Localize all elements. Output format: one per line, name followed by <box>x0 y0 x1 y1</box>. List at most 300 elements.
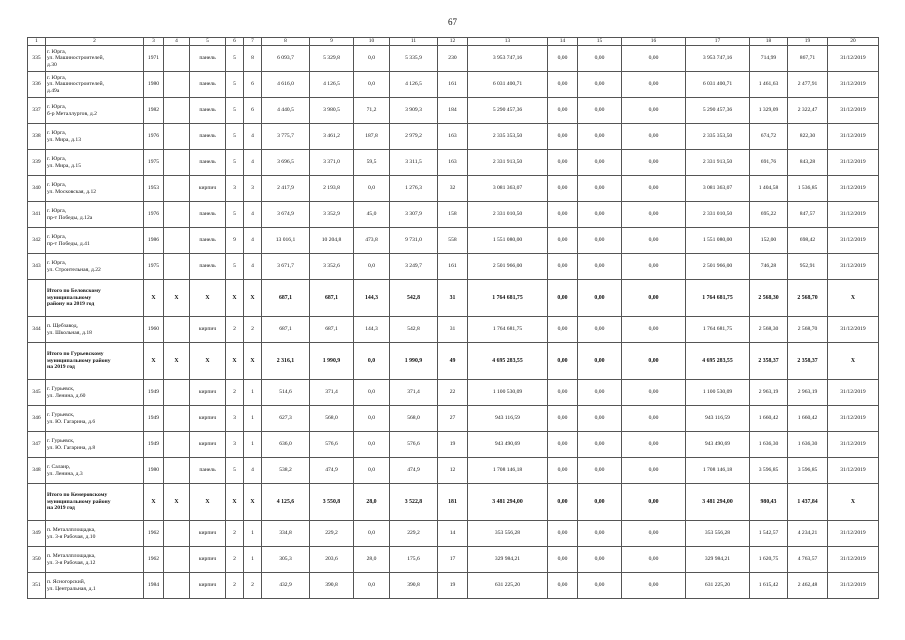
table-cell: 163 <box>438 124 468 150</box>
address-cell: г. Салаир, ул. Ленина, д.3 <box>46 458 144 484</box>
table-cell: 31/12/2019 <box>828 547 879 573</box>
table-cell: 3 596,85 <box>750 458 788 484</box>
table-cell: 3 909,3 <box>390 98 438 124</box>
table-cell: 558 <box>438 228 468 254</box>
table-cell: 0,00 <box>622 98 686 124</box>
table-cell: 0,00 <box>548 458 578 484</box>
table-cell: 2 568,70 <box>788 280 828 317</box>
table-cell: 1 636,30 <box>788 432 828 458</box>
address-cell: Итого по Гурьевскому муниципальному району на 2019 год <box>46 343 144 380</box>
table-cell: X <box>828 484 879 521</box>
table-cell: 5 <box>226 72 244 98</box>
table-cell: 980,43 <box>750 484 788 521</box>
table-cell: 5 <box>226 46 244 72</box>
table-cell <box>164 432 190 458</box>
table-cell: 339 <box>28 150 46 176</box>
table-cell: 542,8 <box>390 317 438 343</box>
table-cell: 0,00 <box>622 202 686 228</box>
table-cell: панель <box>190 228 226 254</box>
table-cell: 346 <box>28 406 46 432</box>
table-cell: 31/12/2019 <box>828 254 879 280</box>
table-cell: 1 551 080,00 <box>468 228 548 254</box>
table-cell: 0,0 <box>354 432 390 458</box>
table-cell: 1 276,3 <box>390 176 438 202</box>
column-number-cell: 4 <box>164 38 190 46</box>
table-cell: 345 <box>28 380 46 406</box>
address-cell: г. Юрга, ул. Московская, д.12 <box>46 176 144 202</box>
table-cell: 6 <box>244 98 262 124</box>
table-cell <box>164 98 190 124</box>
table-cell: 349 <box>28 521 46 547</box>
table-cell: 305,3 <box>262 547 310 573</box>
table-cell: 0,00 <box>578 484 622 521</box>
table-cell: 0,00 <box>548 343 578 380</box>
table-cell: 0,0 <box>354 46 390 72</box>
table-cell: 0,00 <box>548 280 578 317</box>
subtotal-row <box>28 343 879 380</box>
table-cell: 0,00 <box>548 176 578 202</box>
table-cell: 390,8 <box>390 573 438 599</box>
table-cell: 31/12/2019 <box>828 176 879 202</box>
column-number-cell: 9 <box>310 38 354 46</box>
table-cell: 0,00 <box>548 46 578 72</box>
table-cell: 4 616,0 <box>262 72 310 98</box>
table-cell: 5 <box>226 458 244 484</box>
table-cell: 3 674,9 <box>262 202 310 228</box>
table-cell: 2 979,2 <box>390 124 438 150</box>
table-cell: 4 125,6 <box>262 484 310 521</box>
table-cell: 390,8 <box>310 573 354 599</box>
table-cell: 152,00 <box>750 228 788 254</box>
table-cell: 181 <box>438 484 468 521</box>
table-cell: 2 501 966,00 <box>686 254 750 280</box>
table-cell: 1 551 080,00 <box>686 228 750 254</box>
table-cell: панель <box>190 202 226 228</box>
table-cell: 0,00 <box>578 406 622 432</box>
table-cell: X <box>828 343 879 380</box>
table-cell: 0,00 <box>578 573 622 599</box>
table-cell: 1 536,85 <box>788 176 828 202</box>
table-row <box>28 72 879 98</box>
table-cell: X <box>226 484 244 521</box>
table-cell: 691,76 <box>750 150 788 176</box>
table-cell: 0,00 <box>548 521 578 547</box>
table-cell: 0,00 <box>548 484 578 521</box>
table-cell: кирпич <box>190 317 226 343</box>
table-cell: 1949 <box>144 432 164 458</box>
table-cell: 3 081 363,07 <box>686 176 750 202</box>
table-cell: 342 <box>28 228 46 254</box>
table-cell: кирпич <box>190 521 226 547</box>
table-cell: 0,00 <box>548 432 578 458</box>
table-cell: 1 <box>244 406 262 432</box>
table-cell: X <box>144 280 164 317</box>
table-cell: 952,91 <box>788 254 828 280</box>
table-cell: 1 764 681,75 <box>468 317 548 343</box>
table-cell: 1 708 146,18 <box>468 458 548 484</box>
address-cell: г. Юрга, б-р Металлургов, д.2 <box>46 98 144 124</box>
table-cell: 2 417,9 <box>262 176 310 202</box>
table-cell: 10 204,8 <box>310 228 354 254</box>
table-cell: 474,9 <box>310 458 354 484</box>
table-cell: 371,4 <box>390 380 438 406</box>
table-cell: 1949 <box>144 380 164 406</box>
table-cell: панель <box>190 458 226 484</box>
table-cell: 1 437,84 <box>788 484 828 521</box>
table-cell: 3 980,5 <box>310 98 354 124</box>
table-cell: 0,00 <box>578 343 622 380</box>
column-number-cell: 14 <box>548 38 578 46</box>
table-cell: панель <box>190 72 226 98</box>
table-cell: 0,00 <box>548 380 578 406</box>
table-cell: 473,8 <box>354 228 390 254</box>
table-cell: кирпич <box>190 573 226 599</box>
table-cell: 0,0 <box>354 254 390 280</box>
table-cell: 22 <box>438 380 468 406</box>
table-cell: 0,00 <box>548 228 578 254</box>
table-cell: 31/12/2019 <box>828 458 879 484</box>
table-cell <box>28 343 46 380</box>
table-cell: панель <box>190 150 226 176</box>
table-cell: 4 440,5 <box>262 98 310 124</box>
table-cell: 3 671,7 <box>262 254 310 280</box>
table-cell: 3 522,8 <box>390 484 438 521</box>
table-cell: 1 615,42 <box>750 573 788 599</box>
table-cell: 2 <box>244 317 262 343</box>
table-row <box>28 98 879 124</box>
table-cell: 0,00 <box>548 573 578 599</box>
table-cell: 1976 <box>144 202 164 228</box>
table-cell <box>164 176 190 202</box>
table-cell: 5 329,8 <box>310 46 354 72</box>
table-cell: 4 <box>244 458 262 484</box>
table-cell <box>164 406 190 432</box>
table-row <box>28 254 879 280</box>
table-cell: 867,71 <box>788 46 828 72</box>
table-cell: 432,9 <box>262 573 310 599</box>
table-cell: 31/12/2019 <box>828 406 879 432</box>
table-cell: 2 193,8 <box>310 176 354 202</box>
table-cell: панель <box>190 46 226 72</box>
table-cell: 0,00 <box>622 380 686 406</box>
table-cell: 0,00 <box>578 432 622 458</box>
table-cell: 230 <box>438 46 468 72</box>
table-cell <box>164 458 190 484</box>
table-cell: 8 <box>244 46 262 72</box>
table-cell: 4 <box>244 202 262 228</box>
table-cell: 161 <box>438 72 468 98</box>
address-cell: г. Юрга, ул. Мира, д.13 <box>46 124 144 150</box>
table-cell: 1971 <box>144 46 164 72</box>
table-cell: 3 <box>226 406 244 432</box>
table-cell: 514,6 <box>262 380 310 406</box>
table-cell: 12 <box>438 458 468 484</box>
table-cell: 5 <box>226 150 244 176</box>
table-cell: 203,6 <box>310 547 354 573</box>
table-cell: 187,8 <box>354 124 390 150</box>
table-cell <box>164 124 190 150</box>
subtotal-row <box>28 280 879 317</box>
table-cell: 144,3 <box>354 280 390 317</box>
table-cell: 341 <box>28 202 46 228</box>
table-cell: 1 990,9 <box>390 343 438 380</box>
table-cell: кирпич <box>190 406 226 432</box>
column-number-cell: 17 <box>686 38 750 46</box>
table-cell: 1986 <box>144 228 164 254</box>
table-cell: 2 331 010,50 <box>686 202 750 228</box>
table-cell: 0,00 <box>622 458 686 484</box>
address-cell: г. Юрга, пр-т Победы, д.12а <box>46 202 144 228</box>
housing-register-table <box>27 37 879 599</box>
table-cell: 3 <box>244 176 262 202</box>
table-cell: 31 <box>438 280 468 317</box>
table-cell: 687,1 <box>310 280 354 317</box>
address-cell: Итого по Кемеровскому муниципальному району на 2019 год <box>46 484 144 521</box>
table-row <box>28 458 879 484</box>
table-cell: 28,0 <box>354 547 390 573</box>
table-cell: 338 <box>28 124 46 150</box>
table-cell: 31/12/2019 <box>828 46 879 72</box>
table-cell: 0,0 <box>354 176 390 202</box>
table-cell: 0,0 <box>354 406 390 432</box>
table-cell: 3 352,6 <box>310 254 354 280</box>
table-cell: 31/12/2019 <box>828 228 879 254</box>
table-cell: X <box>144 484 164 521</box>
table-cell: 161 <box>438 254 468 280</box>
table-cell: 3 <box>226 176 244 202</box>
table-cell: 698,42 <box>788 228 828 254</box>
table-cell: 9 731,0 <box>390 228 438 254</box>
table-cell: 0,00 <box>622 150 686 176</box>
address-cell: г. Юрга, ул. Машиностроителей, д.49а <box>46 72 144 98</box>
table-cell: 0,00 <box>578 228 622 254</box>
table-cell: 3 <box>226 432 244 458</box>
table-cell <box>164 521 190 547</box>
table-cell <box>28 280 46 317</box>
table-cell: 45,0 <box>354 202 390 228</box>
table-row <box>28 406 879 432</box>
table-cell: 14 <box>438 521 468 547</box>
table-cell: 1 329,09 <box>750 98 788 124</box>
table-cell: 2 501 966,00 <box>468 254 548 280</box>
column-number-cell: 6 <box>226 38 244 46</box>
table-cell: 335 <box>28 46 46 72</box>
table-row <box>28 46 879 72</box>
table-cell <box>164 573 190 599</box>
table-row <box>28 547 879 573</box>
table-row <box>28 521 879 547</box>
table-cell: 843,28 <box>788 150 828 176</box>
table-cell: 3 352,9 <box>310 202 354 228</box>
table-cell: 31/12/2019 <box>828 72 879 98</box>
table-cell <box>28 484 46 521</box>
table-cell: 0,00 <box>548 72 578 98</box>
table-cell: 2 963,19 <box>750 380 788 406</box>
table-cell: 2 358,37 <box>788 343 828 380</box>
table-cell: 0,00 <box>578 458 622 484</box>
table-cell: 337 <box>28 98 46 124</box>
table-cell: 0,0 <box>354 72 390 98</box>
table-cell: 0,00 <box>548 124 578 150</box>
table-cell: 1 660,42 <box>788 406 828 432</box>
table-cell: 4 695 283,55 <box>686 343 750 380</box>
table-cell: 347 <box>28 432 46 458</box>
table-cell: 3 696,5 <box>262 150 310 176</box>
address-cell: п. Металлплощадка, ул. 3-я Рабочая, д.10 <box>46 521 144 547</box>
table-cell: 28,0 <box>354 484 390 521</box>
table-cell: панель <box>190 254 226 280</box>
table-cell: 0,00 <box>548 547 578 573</box>
table-cell: 0,00 <box>622 547 686 573</box>
table-cell: 0,00 <box>622 124 686 150</box>
table-cell: 1 990,9 <box>310 343 354 380</box>
table-cell: 0,00 <box>578 46 622 72</box>
table-cell: 0,00 <box>622 46 686 72</box>
table-cell: 31/12/2019 <box>828 150 879 176</box>
table-cell: панель <box>190 98 226 124</box>
column-number-cell: 1 <box>28 38 46 46</box>
table-cell: 2 335 353,50 <box>686 124 750 150</box>
address-cell: г. Гурьевск, ул. Ю. Гагарина, д.6 <box>46 406 144 432</box>
table-cell: 687,1 <box>262 317 310 343</box>
table-cell: 3 953 747,16 <box>686 46 750 72</box>
table-cell <box>164 228 190 254</box>
table-cell: X <box>164 484 190 521</box>
column-number-cell: 13 <box>468 38 548 46</box>
table-row <box>28 432 879 458</box>
subtotal-row <box>28 484 879 521</box>
table-cell: X <box>164 280 190 317</box>
table-cell: 576,6 <box>390 432 438 458</box>
table-cell: 3 775,7 <box>262 124 310 150</box>
table-cell: 576,6 <box>310 432 354 458</box>
page-number: 67 <box>448 17 457 27</box>
address-cell: г. Юрга, пр-т Победы, д.41 <box>46 228 144 254</box>
table-cell: 71,2 <box>354 98 390 124</box>
table-cell: 3 461,2 <box>310 124 354 150</box>
table-cell: 19 <box>438 573 468 599</box>
table-cell: 568,0 <box>310 406 354 432</box>
column-number-cell: 11 <box>390 38 438 46</box>
table-cell: кирпич <box>190 380 226 406</box>
address-cell: г. Юрга, ул. Мира, д.15 <box>46 150 144 176</box>
table-cell: 847,57 <box>788 202 828 228</box>
table-cell: 1 404,58 <box>750 176 788 202</box>
table-cell: 334,8 <box>262 521 310 547</box>
table-cell: 0,00 <box>548 150 578 176</box>
table-cell: 0,00 <box>622 406 686 432</box>
column-number-cell: 7 <box>244 38 262 46</box>
table-cell <box>164 317 190 343</box>
table-cell: 371,4 <box>310 380 354 406</box>
table-cell: 636,0 <box>262 432 310 458</box>
table-cell: 0,00 <box>622 484 686 521</box>
column-number-cell: 16 <box>622 38 686 46</box>
table-cell: 5 <box>226 254 244 280</box>
column-number-cell: 18 <box>750 38 788 46</box>
table-cell: 31/12/2019 <box>828 380 879 406</box>
table-cell: кирпич <box>190 547 226 573</box>
table-cell: 1 100 530,09 <box>468 380 548 406</box>
table-cell: 6 <box>244 72 262 98</box>
table-cell: 184 <box>438 98 468 124</box>
table-row <box>28 317 879 343</box>
table-cell: 0,00 <box>548 406 578 432</box>
table-cell: 822,30 <box>788 124 828 150</box>
table-cell: 59,5 <box>354 150 390 176</box>
table-row <box>28 380 879 406</box>
table-cell: 348 <box>28 458 46 484</box>
table-cell: 1 <box>244 521 262 547</box>
table-cell: 0,00 <box>622 72 686 98</box>
column-number-cell: 19 <box>788 38 828 46</box>
table-cell: 4 <box>244 254 262 280</box>
table-cell: 1 100 530,09 <box>686 380 750 406</box>
table-cell: 0,00 <box>578 150 622 176</box>
table-cell: 1960 <box>144 317 164 343</box>
table-cell <box>164 150 190 176</box>
table-cell: 31/12/2019 <box>828 521 879 547</box>
table-cell: 5 290 457,36 <box>686 98 750 124</box>
table-cell: 2 <box>226 547 244 573</box>
table-cell: 2 568,70 <box>788 317 828 343</box>
table-cell: X <box>244 280 262 317</box>
table-cell: 27 <box>438 406 468 432</box>
table-cell <box>164 72 190 98</box>
table-cell: 2 316,1 <box>262 343 310 380</box>
table-cell <box>164 547 190 573</box>
table-cell: 2 568,30 <box>750 317 788 343</box>
table-cell: 0,0 <box>354 343 390 380</box>
column-number-cell: 3 <box>144 38 164 46</box>
table-cell: 31/12/2019 <box>828 317 879 343</box>
address-cell: п. Щебзавод, ул. Школьная, д.18 <box>46 317 144 343</box>
table-cell: 3 081 363,07 <box>468 176 548 202</box>
table-cell: X <box>190 484 226 521</box>
address-cell: г. Юрга, ул. Строительная, д.22 <box>46 254 144 280</box>
table-cell: 1982 <box>144 98 164 124</box>
table-cell: 474,9 <box>390 458 438 484</box>
table-cell: 0,00 <box>578 254 622 280</box>
address-cell: г. Гурьевск, ул. Ленина, д.60 <box>46 380 144 406</box>
column-number-cell: 10 <box>354 38 390 46</box>
table-cell: 3 481 294,00 <box>686 484 750 521</box>
table-cell: 0,00 <box>622 521 686 547</box>
table-cell <box>164 380 190 406</box>
table-cell: 4 126,5 <box>310 72 354 98</box>
table-cell: 19 <box>438 432 468 458</box>
table-cell: 5 <box>226 202 244 228</box>
address-cell: п. Ясногорский, ул. Центральная, д.1 <box>46 573 144 599</box>
table-cell: 568,0 <box>390 406 438 432</box>
table-cell: 943 490,69 <box>686 432 750 458</box>
table-cell: 1 542,57 <box>750 521 788 547</box>
column-number-cell: 20 <box>828 38 879 46</box>
table-cell: 0,00 <box>578 380 622 406</box>
table-cell: 1962 <box>144 547 164 573</box>
table-cell: 31 <box>438 317 468 343</box>
table-cell: 1962 <box>144 521 164 547</box>
table-cell: 0,00 <box>578 547 622 573</box>
table-cell: 3 311,5 <box>390 150 438 176</box>
table-cell: 5 335,9 <box>390 46 438 72</box>
table-cell: 31/12/2019 <box>828 573 879 599</box>
column-number-cell: 12 <box>438 38 468 46</box>
table-cell: 49 <box>438 343 468 380</box>
table-cell: 1984 <box>144 573 164 599</box>
table-cell: 350 <box>28 547 46 573</box>
address-cell: г. Юрга, ул. Машиностроителей, д.30 <box>46 46 144 72</box>
